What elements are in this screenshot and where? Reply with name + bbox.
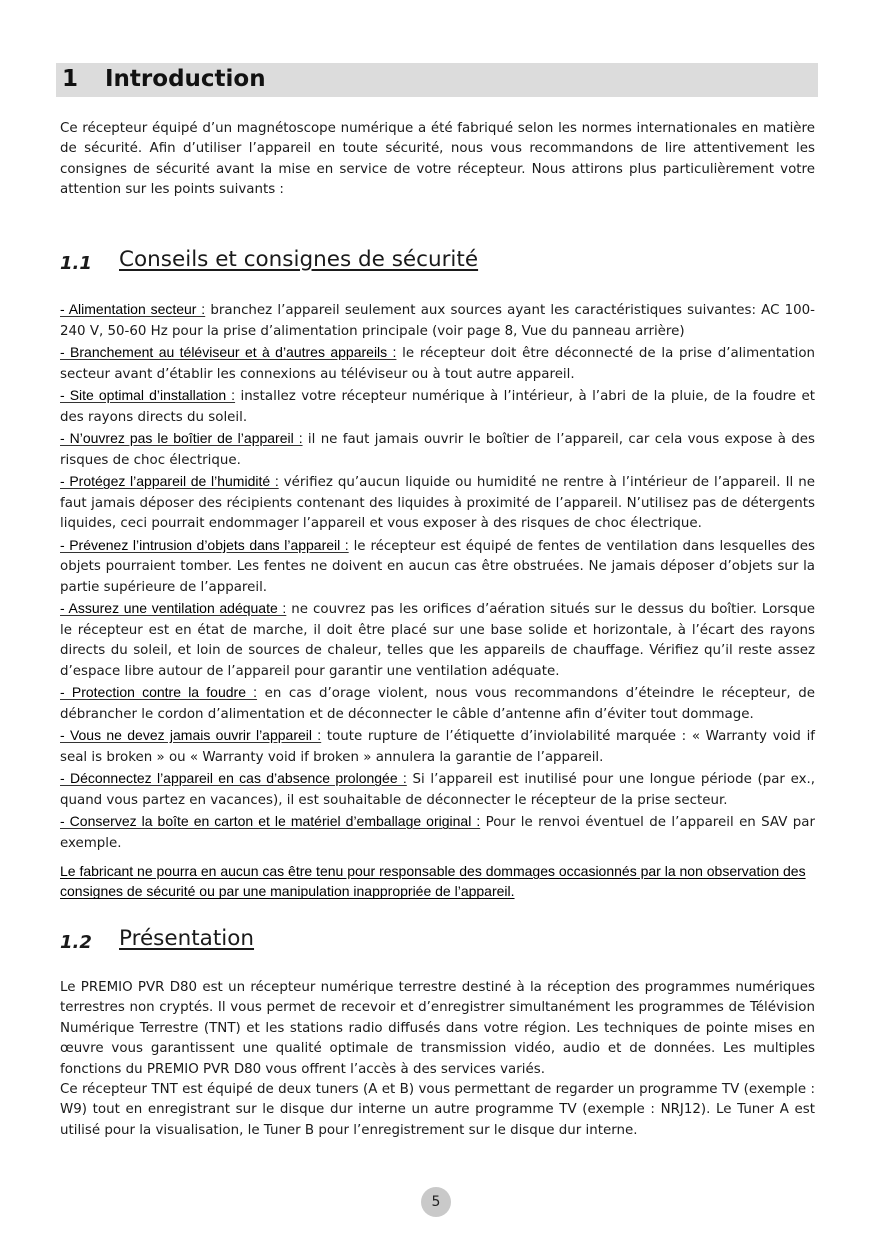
safety-item-term: - Prévenez l’intrusion d’objets dans l’appareil :	[60, 536, 349, 553]
section-1-title: Introduction	[105, 66, 266, 92]
safety-item-term: - Branchement au téléviseur et à d’autres appareils :	[60, 344, 397, 360]
introduction-paragraph: Ce récepteur équipé d’un magnétoscope numérique a été fabriqué selon les normes internationales en matière de sécurité. Afin d’utiliser l’appareil en toute sécurité, nous vous recommandons de lire attentivement les consignes de sécurité avant la mise en service de votre récepteur. Nous attirons plus particulièrement votre attention sur les points suivants :	[60, 121, 815, 198]
safety-item	[60, 682, 815, 725]
safety-item-text: toute rupture de l’étiquette d’inviolabilité marquée : « Warranty void if seal is broken » ou « Warranty void if broken » annulera la garantie de l’appareil.	[60, 729, 816, 765]
safety-item-text: le récepteur est équipé de fentes de ventilation dans lesquelles des objets pourraient tomber. Les fentes ne doivent en aucun cas être obstruées. Ne jamais déposer d’objets sur la partie supérieure de l’appareil.	[60, 538, 815, 595]
safety-item-text: Si l’appareil est inutilisé pour une longue période (par ex., quand vous partez en vacances), il est souhaitable de déconnecter le récepteur de la prise secteur.	[60, 772, 816, 808]
presentation-paragraph: Le PREMIO PVR D80 est un récepteur numérique terrestre destiné à la réception des programmes numériques terrestres non cryptés. Il vous permet de recevoir et d’enregistrer simultanément les programmes de Télévision Numérique Terrestre (TNT) et les stations radio diffusés dans votre région. Les techniques de pointe mises en œuvre vous garantissent une qualité optimale de transmission vidéo, audio et de données. Les multiples fonctions du PREMIO PVR D80 vous offrent l’accès à des services variés.	[60, 980, 815, 1077]
page-number-badge: 5	[421, 1187, 451, 1217]
safety-item-text: il ne faut jamais ouvrir le boîtier de l’appareil, car cela vous expose à des risques de choc électrique.	[60, 432, 815, 468]
section-1-2-number: 1.2	[60, 932, 92, 953]
safety-item-term: - Protection contre la foudre :	[60, 684, 258, 700]
safety-item-term: - Déconnectez l’appareil en cas d’absence prolongée :	[60, 770, 407, 786]
safety-item-term: - Site optimal d’installation :	[60, 387, 236, 403]
safety-item	[60, 535, 815, 599]
safety-item-term: - Vous ne devez jamais ouvrir l’appareil :	[60, 727, 322, 743]
section-1-heading	[56, 63, 818, 97]
safety-item-text: branchez l’appareil seulement aux sources ayant les caractéristiques suivantes: AC 100-240 V, 50-60 Hz pour la prise d’alimentation principale (voir page 8, Vue du panneau arrière)	[60, 303, 815, 339]
safety-item	[60, 811, 815, 854]
safety-item-text: vérifiez qu’aucun liquide ou humidité ne rentre à l’intérieur de l’appareil. Il ne faut jamais déposer des récipients contenant des liquides à proximité de l’appareil. N’utilisez pas de détergents liquides, ceci pourrait endommager l’appareil et vous exposer à des risques de choc électrique.	[60, 475, 816, 531]
manufacturer-disclaimer: Le fabricant ne pourra en aucun cas être tenu pour responsable des dommages occasionnés par la non observation des consignes de sécurité ou par une manipulation inappropriée de l’appareil.	[60, 863, 806, 900]
safety-item-term: - N’ouvrez pas le boîtier de l’appareil :	[60, 430, 303, 446]
safety-item	[60, 471, 815, 535]
section-1-1-number: 1.1	[60, 253, 92, 274]
safety-item-text: le récepteur doit être déconnecté de la prise d’alimentation secteur avant d’établir les connexions au téléviseur ou à tout autre appareil.	[60, 346, 815, 382]
safety-item-term: - Conservez la boîte en carton et le matériel d’emballage original :	[60, 813, 481, 829]
safety-item	[60, 428, 815, 471]
safety-item	[60, 598, 815, 682]
safety-item-term: - Protégez l’appareil de l’humidité :	[60, 473, 279, 489]
presentation-paragraph: Ce récepteur TNT est équipé de deux tuners (A et B) vous permettant de regarder un programme TV (exemple : W9) tout en enregistrant sur le disque dur interne un autre programme TV (exemple : NRJ12). Le Tuner A est utilisé pour la visualisation, le Tuner B pour l’enregistrement sur le disque dur interne.	[60, 1082, 815, 1138]
safety-instructions	[60, 299, 815, 854]
section-1-1-title: Conseils et consignes de sécurité	[119, 247, 479, 272]
safety-item-text: installez votre récepteur numérique à l’intérieur, à l’abri de la pluie, de la foudre et des rayons directs du soleil.	[60, 389, 815, 425]
safety-item	[60, 385, 815, 428]
safety-item	[60, 342, 815, 385]
safety-item-term: - Alimentation secteur :	[60, 301, 206, 317]
safety-item-text: Pour le renvoi éventuel de l’appareil en SAV par exemple.	[60, 815, 815, 851]
section-1-number: 1	[62, 66, 79, 92]
safety-item	[60, 299, 815, 342]
safety-item-text: ne couvrez pas les orifices d’aération situés sur le dessus du boîtier. Lorsque le récepteur est en état de marche, il doit être placé sur une base solide et horizontale, à l’écart des rayons directs du soleil, et loin de sources de chaleur, telles que les appareils de chauffage. Vérifiez qu’il reste assez d’espace libre autour de l’appareil pour garantir une ventilation adéquate.	[60, 602, 816, 679]
safety-item	[60, 725, 815, 768]
section-1-2-title: Présentation	[119, 926, 255, 951]
safety-item-term: - Assurez une ventilation adéquate :	[60, 600, 287, 616]
safety-item	[60, 768, 815, 811]
presentation-text	[60, 978, 815, 1141]
safety-item-text: en cas d’orage violent, nous vous recommandons d’éteindre le récepteur, de débrancher le cordon d’alimentation et de déconnecter le câble d’antenne afin d’éviter tout dommage.	[60, 686, 815, 722]
